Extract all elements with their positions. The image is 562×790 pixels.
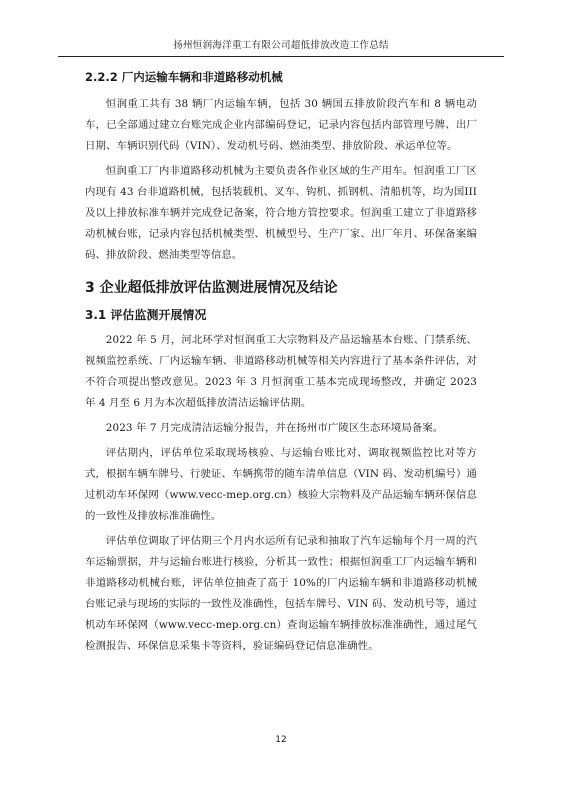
section-3-heading: 3 企业超低排放评估监测进展情况及结论 xyxy=(85,280,338,296)
paragraph: 评估单位调取了评估期三个月内水运所有记录和抽取了汽车运输每个月一周的汽车运输票据，并与运输台账进行核验，分析其一致性；根据恒润重工厂内运输车辆和非道路移动机械台账，评估单位抽查了高于 10%的厂内运输车辆和非道路移动机械台账记录与现场的实际的一致性及准确性，包括车牌号、VIN 码、发动机号等，通过机动车环保网（www.vecc-mep.org.cn）查询运输车辆排放标准准确性，通过尾气检测报告、环保信息采集卡等资料，验证编码登记信息准确性。 xyxy=(85,535,477,652)
running-header: 扬州恒润海洋重工有限公司超低排放改造工作总结 xyxy=(58,37,504,57)
section-2-2-2-heading: 2.2.2 厂内运输车辆和非道路移动机械 xyxy=(85,70,283,84)
paragraph: 评估期内，评估单位采取现场核验、与运输台账比对、调取视频监控比对等方式，根据车辆车牌号、行驶证、车辆携带的随车清单信息（VIN 码、发动机编号）通过机动车环保网（www.vecc-mep.org.cn）核验大宗物料及产品运输车辆环保信息的一致性及排放标准准确性。 xyxy=(85,447,477,522)
paragraph: 2022 年 5 月，河北环学对恒润重工大宗物料及产品运输基本台账、门禁系统、视频监控系统、厂内运输车辆、非道路移动机械等相关内容进行了基本条件评估，对不符合项提出整改意见。2023 年 3 月恒润重工基本完成现场整改，并确定 2023 年 4 月至 6 月为本次超低排放清洁运输评估期。 xyxy=(85,334,477,409)
page-content xyxy=(85,68,477,661)
paragraph: 恒润重工厂内非道路移动机械为主要负责各作业区域的生产用车。恒润重工厂区内现有 43 台非道路机械，包括装载机、叉车、钩机、抓钢机、清船机等，均为国III及以上排放标准车辆并完成登记备案，符合地方管控要求。恒润重工建立了非道路移动机械台账，记录内容包括机械类型、机械型号、生产厂家、出厂年月、环保备案编码、排放阶段、燃油类型等信息。 xyxy=(85,165,477,261)
paragraph: 2023 年 7 月完成清洁运输分报告，并在扬州市广陵区生态环境局备案。 xyxy=(105,422,444,434)
paragraph: 恒润重工共有 38 辆厂内运输车辆，包括 30 辆国五排放阶段汽车和 8 辆电动车，已全部通过建立台账完成企业内部编码登记，记录内容包括内部管理号牌、出厂日期、车辆识别代码（VIN）、发动机号码、燃油类型、排放阶段、承运单位等。 xyxy=(85,98,477,152)
section-3-1-heading: 3.1 评估监测开展情况 xyxy=(85,308,207,322)
page-number: 12 xyxy=(275,735,287,745)
